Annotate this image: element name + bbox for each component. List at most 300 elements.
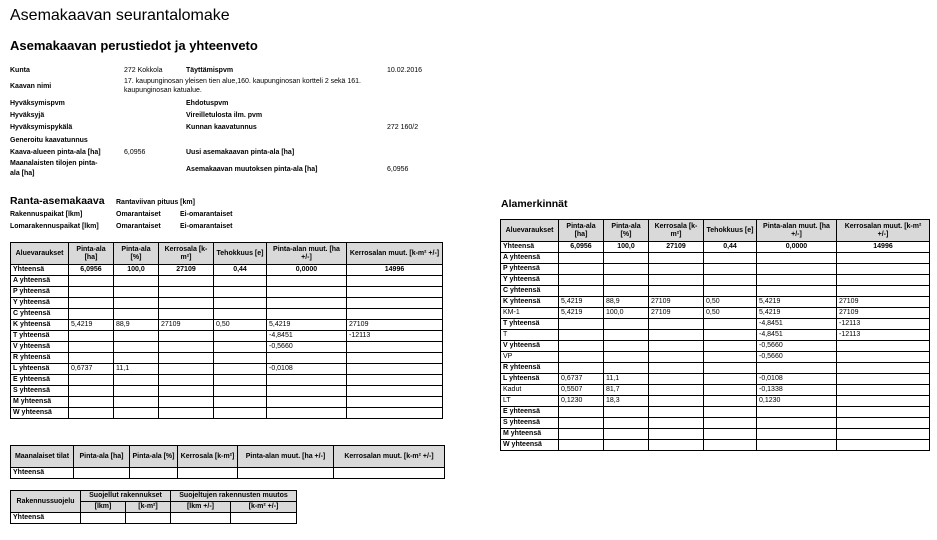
- table-cell: [757, 429, 837, 440]
- table-cell: [214, 353, 267, 364]
- table-cell: [757, 286, 837, 297]
- row-label: KM-1: [501, 308, 559, 319]
- table-row: [501, 396, 930, 407]
- table-cell: [757, 363, 837, 374]
- table-cell: [559, 352, 604, 363]
- table-cell: [267, 309, 347, 320]
- table-cell: [69, 298, 114, 309]
- table-cell: [114, 287, 159, 298]
- maanalaiset-table: [10, 445, 445, 479]
- table-row: [11, 331, 443, 342]
- table-cell: [704, 264, 757, 275]
- table-cell: [757, 407, 837, 418]
- table-cell: [69, 408, 114, 419]
- table-cell: [347, 276, 443, 287]
- table-cell: 88,9: [604, 297, 649, 308]
- table-cell: [837, 418, 930, 429]
- table-cell: [649, 253, 704, 264]
- table-cell: [347, 386, 443, 397]
- table-cell: [704, 374, 757, 385]
- table-cell: [238, 468, 334, 479]
- table-cell: [159, 276, 214, 287]
- table-cell: 14996: [347, 265, 443, 276]
- table-cell: [267, 375, 347, 386]
- row-label: Y yhteensä: [501, 275, 559, 286]
- table-cell: [604, 429, 649, 440]
- row-label: E yhteensä: [11, 375, 69, 386]
- form-title: Asemakaavan seurantalomake: [10, 7, 230, 24]
- table-cell: 5,4219: [559, 297, 604, 308]
- header-pinta-ala-pct: Pinta-ala [%]: [114, 243, 159, 265]
- table-cell: 27109: [649, 242, 704, 253]
- table-cell: -0,5660: [267, 342, 347, 353]
- table-cell: -4,8451: [267, 331, 347, 342]
- table-cell: 27109: [159, 320, 214, 331]
- kunnan-kaavatunnus-value: 272 160/2: [387, 124, 419, 131]
- table-cell: [604, 341, 649, 352]
- table-cell: [559, 429, 604, 440]
- muutos-value: 6,0956: [387, 166, 409, 173]
- header-km2: [k-m²]: [126, 502, 171, 513]
- table-cell: 81,7: [604, 385, 649, 396]
- table-cell: -0,5660: [757, 341, 837, 352]
- table-cell: 0,44: [704, 242, 757, 253]
- table-row: [501, 264, 930, 275]
- table-cell: [704, 253, 757, 264]
- table-cell: [649, 363, 704, 374]
- header-lkm-muutos: [lkm +/-]: [171, 502, 231, 513]
- table-cell: -12113: [837, 319, 930, 330]
- table-cell: [757, 253, 837, 264]
- vireilletulo-label: Vireilletulosta ilm. pvm: [186, 112, 263, 119]
- kaavan-nimi-line2: kaupunginosan katualue.: [124, 87, 202, 94]
- table-cell: [704, 385, 757, 396]
- table-cell: [704, 363, 757, 374]
- table-cell: 5,4219: [69, 320, 114, 331]
- rakennuspaikat-omarant: Omarantaiset: [116, 211, 161, 218]
- table-cell: -0,5660: [757, 352, 837, 363]
- table-cell: [649, 319, 704, 330]
- table-row: [501, 363, 930, 374]
- table-cell: [704, 341, 757, 352]
- table-cell: [347, 298, 443, 309]
- row-label: K yhteensä: [501, 297, 559, 308]
- table-cell: [214, 375, 267, 386]
- header-kerrosala: Kerrosala [k-m²]: [649, 220, 704, 242]
- table-cell: [159, 375, 214, 386]
- row-label: P yhteensä: [501, 264, 559, 275]
- table-row: [11, 364, 443, 375]
- section-title: Asemakaavan perustiedot ja yhteenveto: [10, 38, 258, 53]
- table-cell: 27109: [649, 308, 704, 319]
- header-pinta-ala-ha: Pinta-ala [ha]: [69, 243, 114, 265]
- row-label: VP: [501, 352, 559, 363]
- header-pinta-ala-ha: Pinta-ala [ha]: [559, 220, 604, 242]
- kunta-value: 272 Kokkola: [124, 67, 163, 74]
- table-cell: [704, 407, 757, 418]
- table-cell: [837, 429, 930, 440]
- table-cell: -12113: [347, 331, 443, 342]
- table-cell: [837, 385, 930, 396]
- table-cell: [704, 440, 757, 451]
- table-cell: [114, 397, 159, 408]
- row-label: Yhteensä: [11, 513, 81, 524]
- header-pinta-ala-ha: Pinta-ala [ha]: [74, 446, 130, 468]
- table-cell: [69, 386, 114, 397]
- table-cell: [649, 275, 704, 286]
- table-row: [501, 253, 930, 264]
- table-row: [11, 375, 443, 386]
- table-row: [501, 308, 930, 319]
- header-kerrosalan-muut: Kerrosalan muut. [k-m² +/-]: [837, 220, 930, 242]
- table-cell: [649, 407, 704, 418]
- lomarakennus-eiomarant: Ei-omarantaiset: [180, 223, 233, 230]
- row-label: T: [501, 330, 559, 341]
- table-row: [501, 429, 930, 440]
- uusi-label: Uusi asemakaavan pinta-ala [ha]: [186, 149, 295, 156]
- table-cell: [267, 397, 347, 408]
- table-cell: [604, 275, 649, 286]
- table-cell: [214, 342, 267, 353]
- table-cell: 100,0: [604, 308, 649, 319]
- table-cell: [347, 375, 443, 386]
- table-cell: [837, 352, 930, 363]
- header-maanalaiset-tilat: Maanalaiset tilat: [11, 446, 74, 468]
- table-cell: [704, 319, 757, 330]
- table-cell: [159, 298, 214, 309]
- table-cell: [559, 330, 604, 341]
- table-row: [501, 352, 930, 363]
- header-aluevaraukset: Aluevaraukset: [501, 220, 559, 242]
- table-cell: [559, 286, 604, 297]
- row-label: T yhteensä: [501, 319, 559, 330]
- table-cell: 6,0956: [559, 242, 604, 253]
- table-cell: [214, 298, 267, 309]
- table-cell: [347, 309, 443, 320]
- table-cell: [214, 408, 267, 419]
- table-row: [11, 320, 443, 331]
- rantaviiva-label: Rantaviivan pituus [km]: [116, 199, 195, 206]
- table-row: [11, 397, 443, 408]
- table-cell: [214, 331, 267, 342]
- table-row: [501, 385, 930, 396]
- table-cell: [267, 287, 347, 298]
- table-row: [11, 353, 443, 364]
- table-cell: 88,9: [114, 320, 159, 331]
- table-cell: [704, 429, 757, 440]
- table-row: [11, 386, 443, 397]
- tayttamispvm-label: Täyttämispvm: [186, 67, 234, 74]
- ranta-heading: Ranta-asemakaava: [10, 195, 105, 207]
- rakennussuojelu-table: [10, 490, 297, 524]
- table-cell: [649, 418, 704, 429]
- table-cell: [559, 418, 604, 429]
- table-cell: [159, 309, 214, 320]
- table-cell: 0,1230: [757, 396, 837, 407]
- table-cell: 11,1: [114, 364, 159, 375]
- table-cell: [757, 264, 837, 275]
- rakennuspaikat-label: Rakennuspaikat [lkm]: [10, 211, 83, 218]
- table-cell: [704, 275, 757, 286]
- table-cell: -12113: [837, 330, 930, 341]
- table-cell: [559, 363, 604, 374]
- table-cell: 5,4219: [267, 320, 347, 331]
- table-cell: [649, 385, 704, 396]
- maanalaisten-label-1: Maanalaisten tilojen pinta-: [10, 160, 98, 167]
- table-cell: [649, 440, 704, 451]
- table-cell: [334, 468, 445, 479]
- generoitu-label: Generoitu kaavatunnus: [10, 137, 88, 144]
- table-cell: [267, 353, 347, 364]
- kaavan-nimi-label: Kaavan nimi: [10, 83, 52, 90]
- row-label: R yhteensä: [11, 353, 69, 364]
- table-cell: [757, 440, 837, 451]
- table-cell: [69, 375, 114, 386]
- table-row: [11, 265, 443, 276]
- table-cell: -4,8451: [757, 330, 837, 341]
- table-cell: [159, 408, 214, 419]
- table-cell: 100,0: [114, 265, 159, 276]
- header-aluevaraukset: Aluevaraukset: [11, 243, 69, 265]
- table-cell: [347, 408, 443, 419]
- table-cell: 14996: [837, 242, 930, 253]
- table-cell: [837, 407, 930, 418]
- table-row: [501, 319, 930, 330]
- table-row: [11, 287, 443, 298]
- table-cell: [69, 342, 114, 353]
- row-label: LT: [501, 396, 559, 407]
- row-label: C yhteensä: [11, 309, 69, 320]
- table-cell: [214, 364, 267, 375]
- table-cell: [69, 287, 114, 298]
- table-cell: [837, 275, 930, 286]
- header-pinta-alan-muut: Pinta-alan muut. [ha +/-]: [267, 243, 347, 265]
- table-cell: [267, 408, 347, 419]
- table-cell: [214, 386, 267, 397]
- row-label: A yhteensä: [501, 253, 559, 264]
- row-label: V yhteensä: [501, 341, 559, 352]
- table-cell: 100,0: [604, 242, 649, 253]
- hyvaksymispykala-label: Hyväksymispykälä: [10, 124, 73, 131]
- table-cell: [114, 408, 159, 419]
- table-row: [501, 286, 930, 297]
- table-cell: [604, 330, 649, 341]
- header-tehokkuus: Tehokkuus [e]: [214, 243, 267, 265]
- table-cell: [604, 363, 649, 374]
- row-label: S yhteensä: [501, 418, 559, 429]
- table-cell: [837, 253, 930, 264]
- row-label: A yhteensä: [11, 276, 69, 287]
- kaava-alue-label: Kaava-alueen pinta-ala [ha]: [10, 149, 101, 156]
- header-pinta-alan-muut: Pinta-alan muut. [ha +/-]: [757, 220, 837, 242]
- table-cell: [347, 364, 443, 375]
- table-cell: [837, 374, 930, 385]
- header-kerrosalan-muut: Kerrosalan muut. [k-m² +/-]: [334, 446, 445, 468]
- table-cell: [171, 513, 231, 524]
- table-cell: -0,0108: [267, 364, 347, 375]
- table-cell: 27109: [159, 265, 214, 276]
- header-pinta-ala-pct: Pinta-ala [%]: [604, 220, 649, 242]
- row-label: Yhteensä: [501, 242, 559, 253]
- table-cell: [214, 276, 267, 287]
- table-cell: [159, 331, 214, 342]
- header-km2-muutos: [k-m² +/-]: [231, 502, 297, 513]
- table-cell: [559, 319, 604, 330]
- table-cell: [604, 264, 649, 275]
- row-label: Yhteensä: [11, 468, 74, 479]
- table-row: [501, 341, 930, 352]
- row-label: P yhteensä: [11, 287, 69, 298]
- table-cell: -0,0108: [757, 374, 837, 385]
- table-cell: [178, 468, 238, 479]
- table-row: [11, 468, 445, 479]
- table-cell: [559, 253, 604, 264]
- table-cell: [159, 342, 214, 353]
- table-cell: [69, 353, 114, 364]
- table-cell: [837, 286, 930, 297]
- table-cell: [604, 319, 649, 330]
- table-cell: [69, 309, 114, 320]
- aluevaraukset-table: [10, 242, 443, 419]
- table-row: [501, 275, 930, 286]
- table-cell: -0,1338: [757, 385, 837, 396]
- table-cell: [267, 386, 347, 397]
- lomarakennus-omarant: Omarantaiset: [116, 223, 161, 230]
- table-row: [501, 374, 930, 385]
- row-label: R yhteensä: [501, 363, 559, 374]
- table-cell: [837, 341, 930, 352]
- table-cell: 27109: [837, 308, 930, 319]
- header-kerrosala: Kerrosala [k-m²]: [178, 446, 238, 468]
- table-cell: [267, 298, 347, 309]
- table-cell: 0,50: [214, 320, 267, 331]
- row-label: V yhteensä: [11, 342, 69, 353]
- table-cell: [704, 396, 757, 407]
- table-cell: [649, 396, 704, 407]
- table-cell: 5,4219: [559, 308, 604, 319]
- table-row: [11, 276, 443, 287]
- table-cell: [114, 375, 159, 386]
- row-label: W yhteensä: [11, 408, 69, 419]
- kaavan-nimi-line1: 17. kaupunginosan yleisen tien alue,160. kaupunginosan kortteli 2 sekä 161.: [124, 78, 362, 85]
- table-cell: [704, 418, 757, 429]
- table-row: [11, 408, 443, 419]
- table-cell: [114, 342, 159, 353]
- table-cell: [347, 287, 443, 298]
- table-cell: 0,0000: [757, 242, 837, 253]
- hyvaksymispvm-label: Hyväksymispvm: [10, 100, 65, 107]
- table-cell: [649, 352, 704, 363]
- table-cell: -4,8451: [757, 319, 837, 330]
- table-cell: [604, 407, 649, 418]
- table-row: [11, 298, 443, 309]
- row-label: E yhteensä: [501, 407, 559, 418]
- table-cell: [757, 418, 837, 429]
- table-cell: [559, 264, 604, 275]
- table-cell: 27109: [649, 297, 704, 308]
- table-cell: 5,4219: [757, 308, 837, 319]
- table-cell: [757, 275, 837, 286]
- table-cell: 0,0000: [267, 265, 347, 276]
- table-row: [11, 309, 443, 320]
- table-cell: [214, 287, 267, 298]
- table-cell: [114, 331, 159, 342]
- table-row: [11, 513, 297, 524]
- table-row: [11, 342, 443, 353]
- row-label: S yhteensä: [11, 386, 69, 397]
- table-cell: 18,3: [604, 396, 649, 407]
- table-cell: 27109: [347, 320, 443, 331]
- table-cell: [347, 353, 443, 364]
- table-cell: [214, 309, 267, 320]
- table-cell: 0,50: [704, 308, 757, 319]
- muutos-label: Asemakaavan muutoksen pinta-ala [ha]: [186, 166, 318, 173]
- table-cell: [604, 286, 649, 297]
- table-cell: [114, 386, 159, 397]
- rakennuspaikat-eiomarant: Ei-omarantaiset: [180, 211, 233, 218]
- row-label: C yhteensä: [501, 286, 559, 297]
- table-cell: [159, 287, 214, 298]
- table-cell: [114, 309, 159, 320]
- kunta-label: Kunta: [10, 67, 30, 74]
- table-cell: 0,6737: [69, 364, 114, 375]
- row-label: T yhteensä: [11, 331, 69, 342]
- header-pinta-alan-muut: Pinta-alan muut. [ha +/-]: [238, 446, 334, 468]
- table-cell: 0,50: [704, 297, 757, 308]
- table-cell: [604, 253, 649, 264]
- table-cell: [347, 342, 443, 353]
- table-cell: [126, 513, 171, 524]
- table-cell: 11,1: [604, 374, 649, 385]
- table-cell: [649, 341, 704, 352]
- table-cell: [837, 363, 930, 374]
- header-suojellut: Suojellut rakennukset: [81, 491, 171, 502]
- table-cell: [837, 440, 930, 451]
- header-kerrosala: Kerrosala [k-m²]: [159, 243, 214, 265]
- row-label: M yhteensä: [501, 429, 559, 440]
- table-cell: [114, 353, 159, 364]
- kunnan-kaavatunnus-label: Kunnan kaavatunnus: [186, 124, 257, 131]
- table-cell: [69, 276, 114, 287]
- table-cell: [604, 440, 649, 451]
- table-cell: 0,6737: [559, 374, 604, 385]
- kaava-alue-value: 6,0956: [124, 149, 146, 156]
- table-cell: [69, 397, 114, 408]
- table-cell: [649, 374, 704, 385]
- row-label: L yhteensä: [501, 374, 559, 385]
- row-label: Y yhteensä: [11, 298, 69, 309]
- table-cell: [159, 364, 214, 375]
- header-suojeltujen-muutos: Suojeltujen rakennusten muutos: [171, 491, 297, 502]
- tayttamispvm-value: 10.02.2016: [387, 67, 423, 74]
- table-cell: [559, 341, 604, 352]
- row-label: Kadut: [501, 385, 559, 396]
- alamerkinnat-heading: Alamerkinnät: [501, 198, 568, 210]
- table-cell: 0,1230: [559, 396, 604, 407]
- table-cell: [69, 331, 114, 342]
- table-cell: [837, 396, 930, 407]
- row-label: W yhteensä: [501, 440, 559, 451]
- table-cell: 0,5507: [559, 385, 604, 396]
- row-label: K yhteensä: [11, 320, 69, 331]
- table-cell: [704, 330, 757, 341]
- table-cell: [649, 286, 704, 297]
- table-row: [501, 418, 930, 429]
- ehdotuspvm-label: Ehdotuspvm: [186, 100, 229, 107]
- table-cell: [559, 440, 604, 451]
- table-cell: [837, 264, 930, 275]
- alamerkinnat-table: [500, 219, 930, 451]
